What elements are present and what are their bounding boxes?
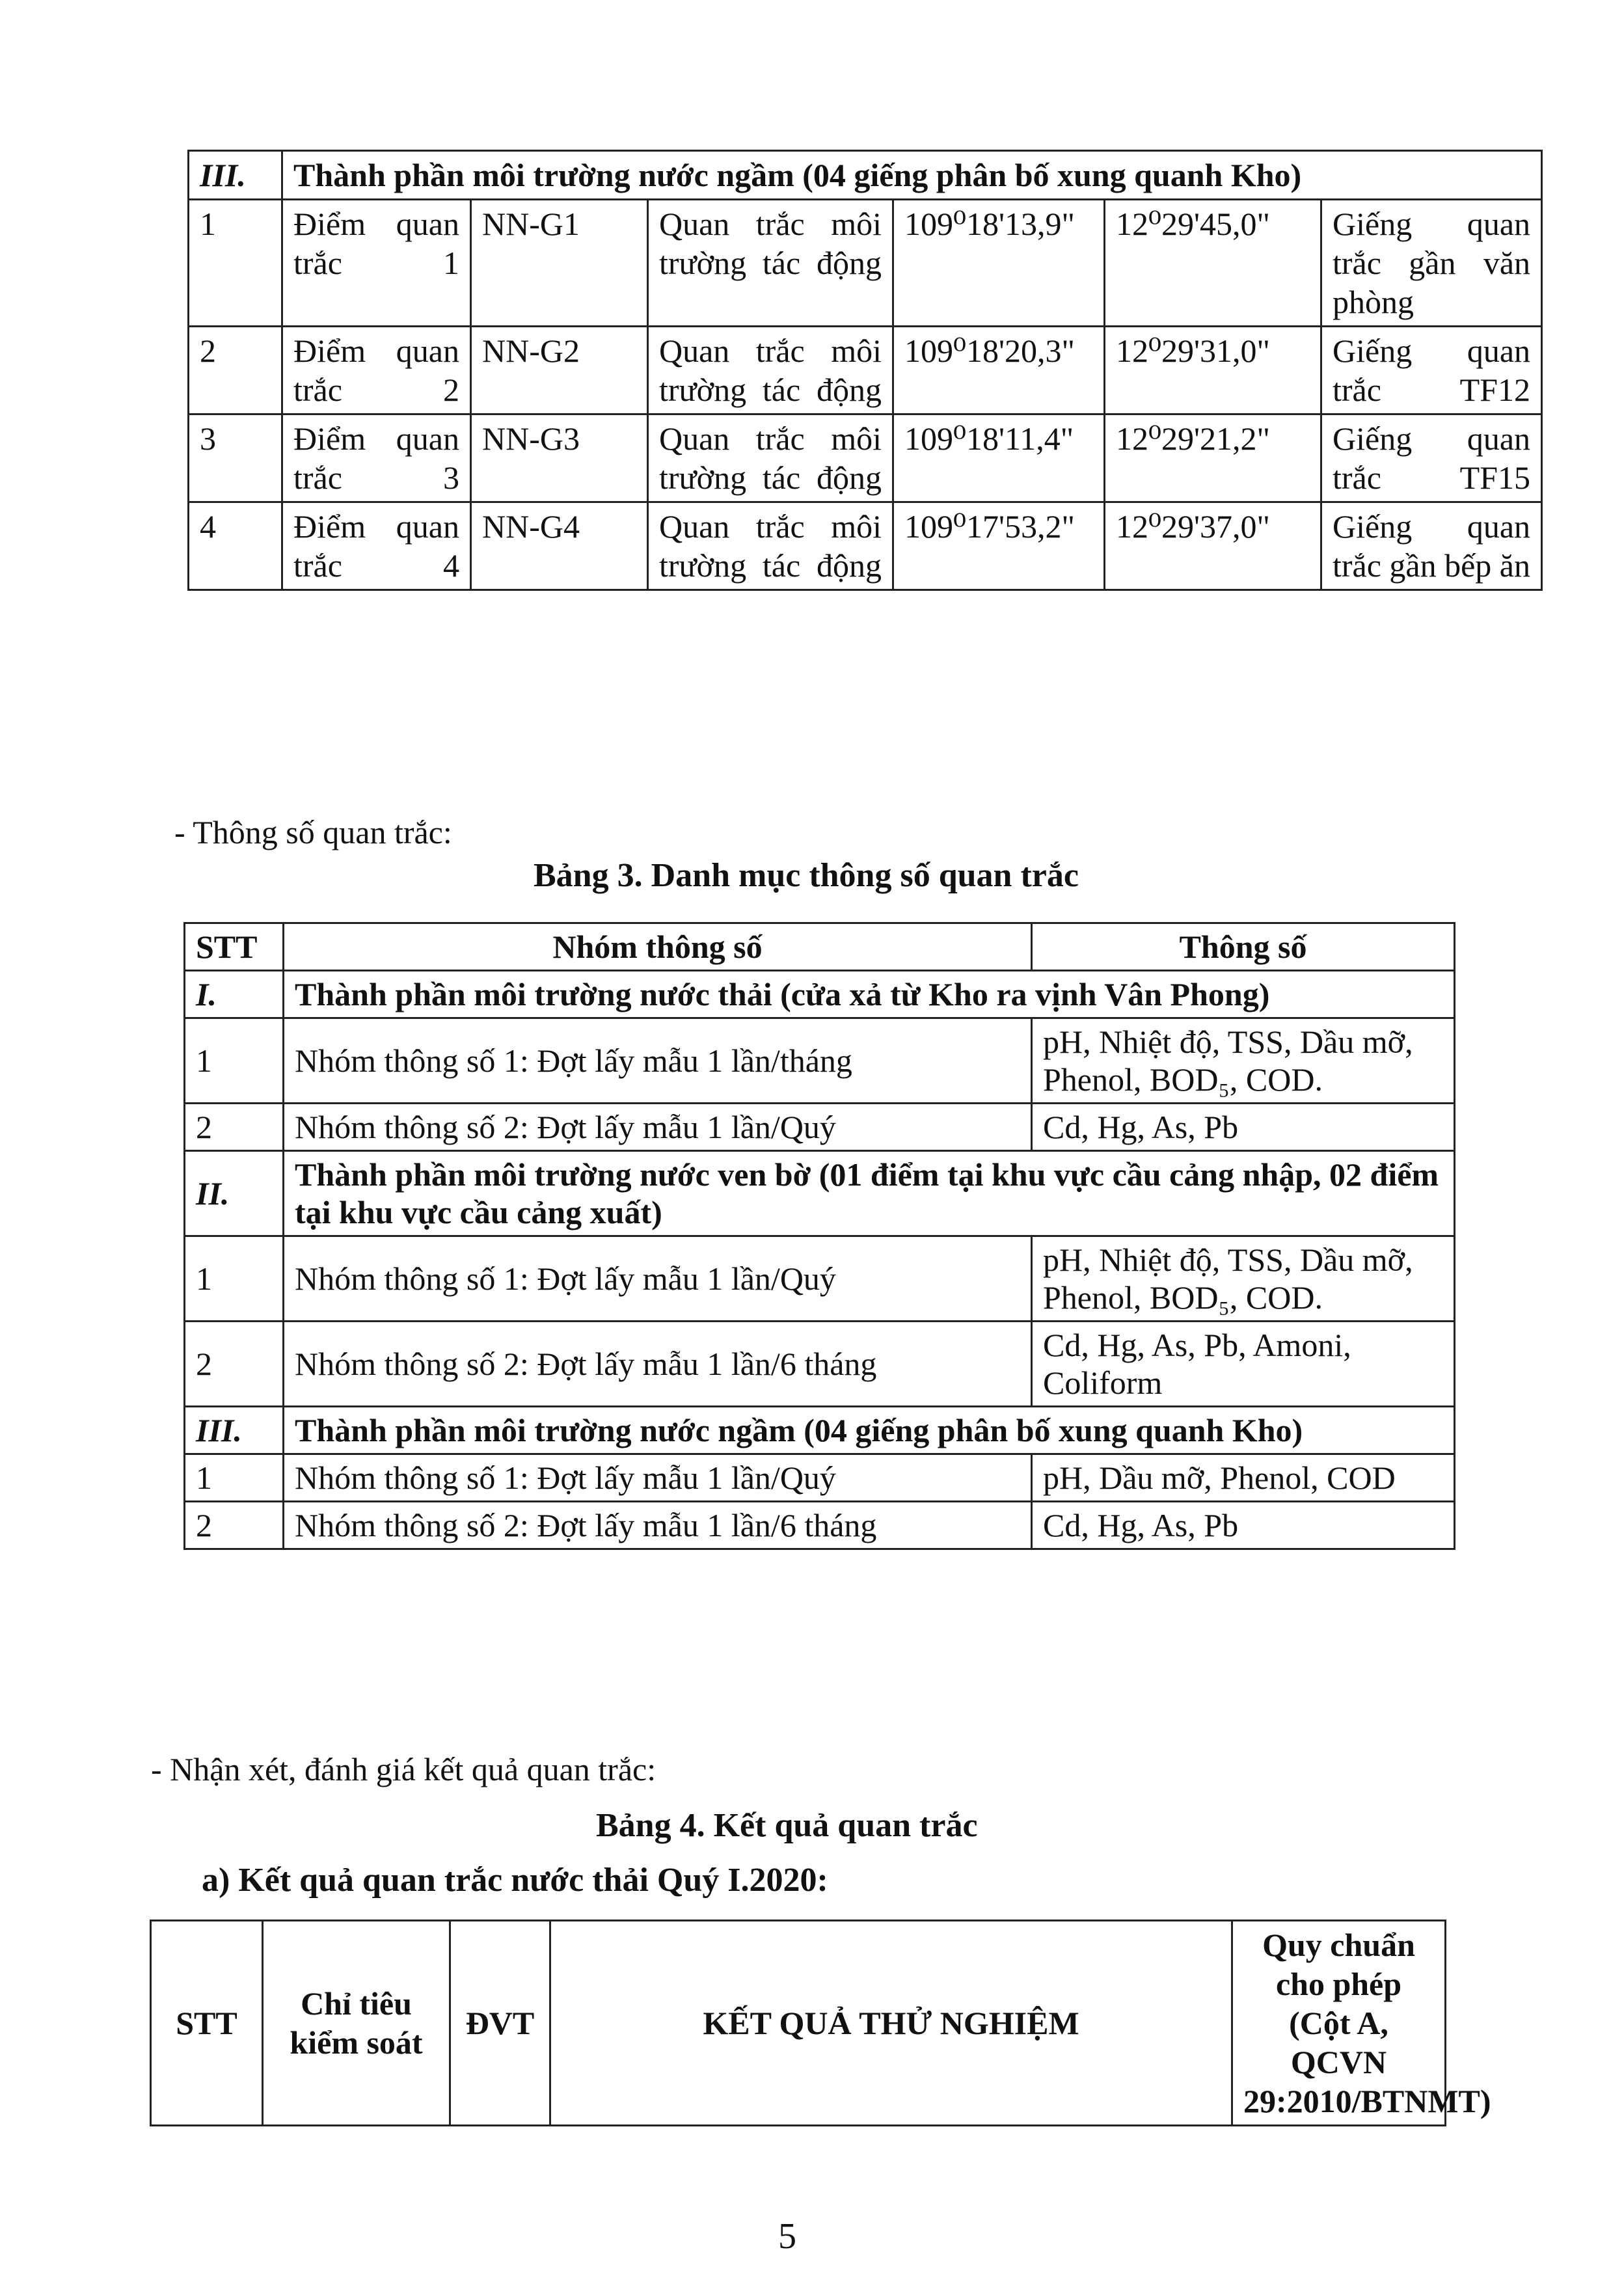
stt-cell: 2 — [189, 327, 282, 414]
table-row — [185, 1236, 1455, 1322]
code-cell: NN-G1 — [471, 200, 648, 327]
params-cell: pH, Nhiệt độ, TSS, Dầu mỡ, Phenol, BOD₅, COD. — [1032, 1236, 1455, 1322]
longitude-cell: 109⁰18'13,9" — [893, 200, 1105, 327]
params-cell: Cd, Hg, As, Pb — [1032, 1104, 1455, 1151]
section-row — [189, 151, 1542, 200]
stt-cell: 1 — [185, 1018, 284, 1104]
stt-cell: 4 — [189, 502, 282, 590]
header-result: KẾT QUẢ THỬ NGHIỆM — [550, 1921, 1232, 2126]
params-cell: pH, Nhiệt độ, TSS, Dầu mỡ, Phenol, BOD₅, COD. — [1032, 1018, 1455, 1104]
group-cell: Nhóm thông số 2: Đợt lấy mẫu 1 lần/6 tháng — [284, 1502, 1032, 1549]
header-standard: Quy chuẩn cho phép (Cột A, QCVN 29:2010/BTNMT) — [1232, 1921, 1446, 2126]
table3-caption: Bảng 3. Danh mục thông số quan trắc — [534, 857, 1079, 894]
section-roman: I. — [185, 971, 284, 1018]
table-row — [185, 1322, 1455, 1407]
table4-caption: Bảng 4. Kết quả quan trắc — [596, 1807, 978, 1844]
stt-cell: 2 — [185, 1104, 284, 1151]
group-cell: Nhóm thông số 1: Đợt lấy mẫu 1 lần/Quý — [284, 1454, 1032, 1502]
table-row — [185, 1454, 1455, 1502]
longitude-cell: 109⁰17'53,2" — [893, 502, 1105, 590]
section-roman: III. — [185, 1407, 284, 1454]
note-cell: Giếng quan trắc TF12 — [1321, 327, 1542, 414]
stt-cell: 1 — [189, 200, 282, 327]
code-cell: NN-G4 — [471, 502, 648, 590]
purpose-cell: Quan trắc môi trường tác động — [648, 502, 893, 590]
results-table — [150, 1920, 1491, 2126]
params-cell: Cd, Hg, As, Pb — [1032, 1502, 1455, 1549]
latitude-cell: 12⁰29'31,0" — [1105, 327, 1321, 414]
section-title: Thành phần môi trường nước ngầm (04 giếng phân bố xung quanh Kho) — [282, 151, 1542, 200]
section-roman: III. — [189, 151, 282, 200]
monitoring-locations-table — [187, 150, 1543, 591]
header-row — [151, 1921, 1446, 2126]
table-row — [189, 502, 1542, 590]
stt-cell: 2 — [185, 1322, 284, 1407]
section-title: Thành phần môi trường nước ven bờ (01 điểm tại khu vực cầu cảng nhập, 02 điểm tại khu vực cầu cảng xuất) — [284, 1151, 1455, 1236]
note-cell: Giếng quan trắc gần văn phòng — [1321, 200, 1542, 327]
latitude-cell: 12⁰29'21,2" — [1105, 414, 1321, 502]
latitude-cell: 12⁰29'37,0" — [1105, 502, 1321, 590]
purpose-cell: Quan trắc môi trường tác động — [648, 414, 893, 502]
section-roman: II. — [185, 1151, 284, 1236]
group-cell: Nhóm thông số 2: Đợt lấy mẫu 1 lần/Quý — [284, 1104, 1032, 1151]
header-stt: STT — [151, 1921, 263, 2126]
purpose-cell: Quan trắc môi trường tác động — [648, 327, 893, 414]
note-cell: Giếng quan trắc gần bếp ăn — [1321, 502, 1542, 590]
group-cell: Nhóm thông số 2: Đợt lấy mẫu 1 lần/6 tháng — [284, 1322, 1032, 1407]
section-row — [185, 1151, 1455, 1236]
stt-cell: 1 — [185, 1454, 284, 1502]
table-row — [185, 1018, 1455, 1104]
code-cell: NN-G2 — [471, 327, 648, 414]
header-group: Nhóm thông số — [284, 923, 1032, 971]
stt-cell: 3 — [189, 414, 282, 502]
params-cell: Cd, Hg, As, Pb, Amoni, Coliform — [1032, 1322, 1455, 1407]
point-name-cell: Điểm quan trắc 3 — [282, 414, 471, 502]
longitude-cell: 109⁰18'20,3" — [893, 327, 1105, 414]
table-row — [185, 1502, 1455, 1549]
params-cell: pH, Dầu mỡ, Phenol, COD — [1032, 1454, 1455, 1502]
table-row — [189, 200, 1542, 327]
header-params: Thông số — [1032, 923, 1455, 971]
header-indicator: Chỉ tiêu kiểm soát — [263, 1921, 450, 2126]
header-row — [185, 923, 1455, 971]
table-row — [189, 327, 1542, 414]
longitude-cell: 109⁰18'11,4" — [893, 414, 1105, 502]
note-evaluation: - Nhận xét, đánh giá kết quả quan trắc: — [151, 1751, 656, 1787]
page-number: 5 — [778, 2216, 796, 2257]
group-cell: Nhóm thông số 1: Đợt lấy mẫu 1 lần/tháng — [284, 1018, 1032, 1104]
table-row — [189, 414, 1542, 502]
section-title: Thành phần môi trường nước thải (cửa xả từ Kho ra vịnh Vân Phong) — [284, 971, 1455, 1018]
section-row — [185, 1407, 1455, 1454]
parameters-table — [183, 922, 1455, 1550]
point-name-cell: Điểm quan trắc 2 — [282, 327, 471, 414]
note-monitoring-params: - Thông số quan trắc: — [174, 814, 452, 850]
table4-subcaption: a) Kết quả quan trắc nước thải Quý I.2020: — [202, 1862, 828, 1899]
point-name-cell: Điểm quan trắc 4 — [282, 502, 471, 590]
stt-cell: 1 — [185, 1236, 284, 1322]
point-name-cell: Điểm quan trắc 1 — [282, 200, 471, 327]
purpose-cell: Quan trắc môi trường tác động — [648, 200, 893, 327]
section-row — [185, 971, 1455, 1018]
table-row — [185, 1104, 1455, 1151]
group-cell: Nhóm thông số 1: Đợt lấy mẫu 1 lần/Quý — [284, 1236, 1032, 1322]
section-title: Thành phần môi trường nước ngầm (04 giếng phân bố xung quanh Kho) — [284, 1407, 1455, 1454]
code-cell: NN-G3 — [471, 414, 648, 502]
header-stt: STT — [185, 923, 284, 971]
stt-cell: 2 — [185, 1502, 284, 1549]
latitude-cell: 12⁰29'45,0" — [1105, 200, 1321, 327]
note-cell: Giếng quan trắc TF15 — [1321, 414, 1542, 502]
header-unit: ĐVT — [450, 1921, 550, 2126]
